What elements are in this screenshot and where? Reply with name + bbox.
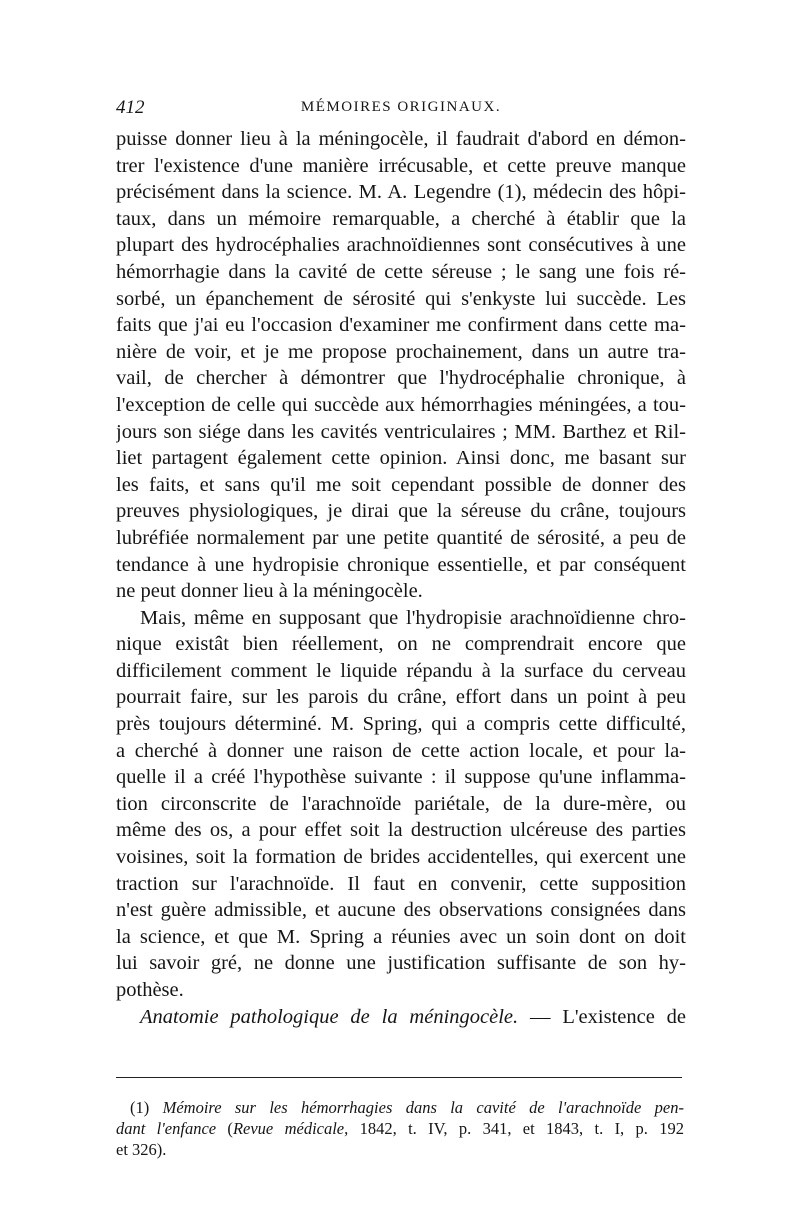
footnote-paren: ( — [216, 1119, 233, 1138]
text-line: la science, et que M. Spring a réunies avec un soin dont on doit — [116, 925, 686, 948]
text-line: pothèse. — [116, 979, 184, 1001]
text-line: ne peut donner lieu à la méningocèle. — [116, 580, 423, 603]
text-line: hémorrhagie dans la cavité de cette séreuse ; le sang une fois ré- — [116, 260, 686, 283]
footnote-title-end: dant l'enfance — [116, 1119, 217, 1138]
text-line: difficilement comment le liquide répandu à la surface du cerveau — [116, 659, 686, 682]
text-line: trer l'existence d'une manière irrécusable, et cette preuve manque — [116, 154, 686, 177]
text-line: les faits, et sans qu'il me soit cependant possible de donner des — [116, 473, 686, 496]
text-line: tion circonscrite de l'arachnoïde pariétale, de la dure-mère, ou — [116, 792, 686, 815]
text-line: faits que j'ai eu l'occasion d'examiner me confirment dans cette ma- — [116, 314, 686, 337]
footnote — [116, 1097, 684, 1160]
text-line: jours son siége dans les cavités ventriculaires ; MM. Barthez et Ril- — [116, 420, 686, 443]
text-line: voisines, soit la formation de brides accidentelles, qui exercent une — [116, 846, 686, 869]
footnote-divider — [116, 1077, 682, 1078]
text-line: traction sur l'arachnoïde. Il faut en convenir, cette supposition — [116, 872, 686, 895]
page-number: 412 — [116, 97, 145, 118]
footnote-line — [116, 1097, 684, 1118]
text-line: sorbé, un épanchement de sérosité qui s'enkyste lui succède. Les — [116, 287, 686, 310]
footnote-journal: Revue médicale — [232, 1119, 345, 1138]
text-line: plupart des hydrocéphalies arachnoïdiennes sont consécutives à une — [116, 234, 686, 257]
text-line: n'est guère admissible, et aucune des observations consignées dans — [116, 899, 686, 922]
footnote-title: Mémoire sur les hémorrhagies dans la cavité de l'arachnoïde pen- — [162, 1098, 684, 1117]
text-line: tendance à une hydropisie chronique essentielle, et par conséquent — [116, 553, 686, 576]
text-line: preuves physiologiques, je dirai que la séreuse du crâne, toujours — [116, 500, 686, 523]
paragraph-2 — [116, 605, 686, 1004]
body-text — [116, 126, 686, 1030]
text-line: Mais, même en supposant que l'hydropisie arachnoïdienne chro- — [140, 606, 686, 629]
text-line: lui savoir gré, ne donne une justification suffisante de son hy- — [116, 952, 686, 975]
text-line: liet partagent également cette opinion. Ainsi donc, me basant sur — [116, 447, 686, 470]
footnote-marker: (1) — [130, 1098, 163, 1117]
text-line: puisse donner lieu à la méningocèle, il faudrait d'abord en démon- — [116, 128, 686, 150]
footnote-reference: , 1842, t. IV, p. 341, et 1843, t. I, p. 192 — [344, 1119, 684, 1138]
footnote-line: et 326). — [116, 1140, 167, 1159]
text-line: même des os, a pour effet soit la destruction ulcéreuse des parties — [116, 819, 686, 842]
section-heading-line — [116, 1004, 686, 1031]
paragraph-1 — [116, 126, 686, 605]
text-line: l'exception de celle qui succède aux hémorrhagies méningées, a tou- — [116, 393, 686, 416]
text-line: nière de voir, et je me propose prochainement, dans un autre tra- — [116, 340, 686, 363]
footnote-line — [116, 1118, 684, 1139]
page-header — [116, 97, 686, 121]
text-line: pourrait faire, sur les parois du crâne, effort dans un point à peu — [116, 686, 686, 709]
text-line: lubréfiée normalement par une petite quantité de sérosité, a peu de — [116, 526, 686, 549]
running-head: MÉMOIRES ORIGINAUX. — [300, 99, 502, 115]
section-title: Anatomie pathologique de la méningocèle. — [140, 1005, 519, 1028]
section-text: — L'existence de — [518, 1005, 686, 1028]
text-line: a cherché à donner une raison de cette action locale, et pour la- — [116, 739, 686, 762]
text-line: vail, de chercher à démontrer que l'hydrocéphalie chronique, à — [116, 367, 686, 390]
text-line: taux, dans un mémoire remarquable, a cherché à établir que la — [116, 207, 686, 230]
text-line: nique existât bien réellement, on ne comprendrait encore que — [116, 633, 686, 656]
text-line: quelle il a créé l'hypothèse suivante : il suppose qu'une inflamma- — [116, 766, 686, 789]
text-line: précisément dans la science. M. A. Legendre (1), médecin des hôpi- — [116, 181, 686, 204]
text-line: près toujours déterminé. M. Spring, qui a compris cette difficulté, — [116, 713, 686, 736]
